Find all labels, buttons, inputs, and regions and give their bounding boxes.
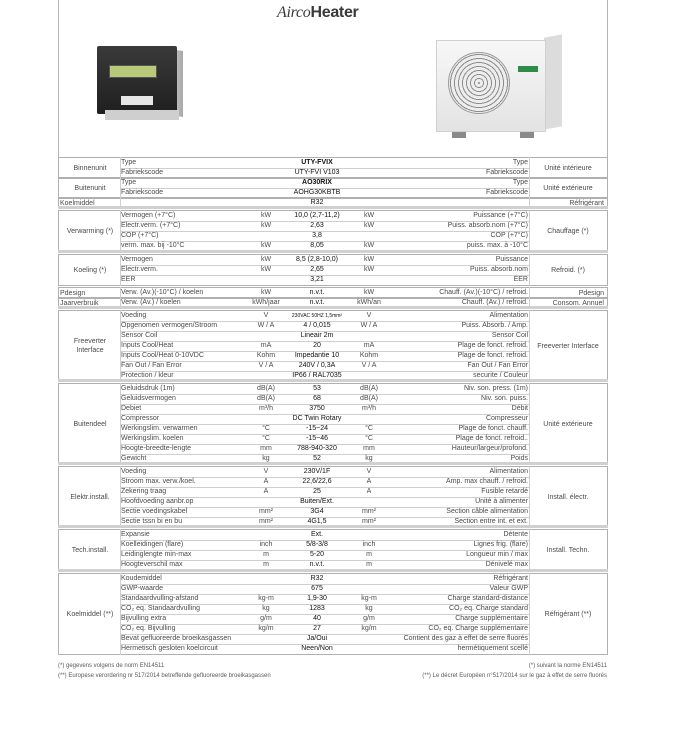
spec-row <box>0 594 675 604</box>
spec-value: 3G4 <box>310 508 324 515</box>
param-label-nl: Expansie <box>121 531 150 538</box>
spec-row <box>0 331 675 341</box>
param-label-fr: Plage de fonct. chauff. <box>458 425 528 432</box>
group-label-fr: Pdesign <box>578 289 604 297</box>
spec-value: n.v.t. <box>309 561 325 568</box>
param-label-nl: Bevat gefluoreerde broeikasgassen <box>121 635 232 642</box>
param-label-nl: Leidinglengte min-max <box>121 551 192 558</box>
unit-nl: kW <box>260 256 272 263</box>
unit-nl: A <box>263 478 269 485</box>
group-label-fr: Réfrigérant (**) <box>544 610 592 618</box>
spec-row <box>0 158 675 168</box>
param-label-nl: Hoogteverschil max <box>121 561 183 568</box>
param-label-nl: Werkingslim. verwarmen <box>121 425 198 432</box>
group-separator <box>58 206 608 209</box>
group-label-fr: Install. électr. <box>547 493 589 501</box>
spec-row <box>0 341 675 351</box>
spec-value: Buiten/Ext. <box>300 498 334 505</box>
unit-nl: kW <box>260 212 272 219</box>
unit-nl: g/m <box>260 615 272 622</box>
unit-nl: V <box>263 468 269 475</box>
spec-value: -15~46 <box>306 435 328 442</box>
param-label-nl: Werkingslim. koelen <box>121 435 184 442</box>
group-label-fr: Unité intérieure <box>544 164 592 172</box>
param-label-nl: Voeding <box>121 312 147 319</box>
group-label-fr: Chauffage (*) <box>547 227 589 235</box>
param-label-fr: Chauff. (Av.)(-10°C) / refroid. <box>439 289 528 296</box>
param-label-fr: Puiss. absorb.nom (+7°C) <box>447 222 528 229</box>
unit-fr: °C <box>365 435 373 442</box>
spec-value: R32 <box>310 575 324 582</box>
param-label-nl: Voeding <box>121 468 147 475</box>
spec-value: 3,8 <box>312 232 322 239</box>
spec-value: n.v.t. <box>309 299 325 306</box>
group-label-fr: Refroid. (*) <box>551 266 585 274</box>
spec-row <box>0 351 675 361</box>
unit-fr: mm² <box>362 518 376 525</box>
unit-fr: A <box>366 478 372 485</box>
unit-fr: °C <box>365 425 373 432</box>
param-label-nl: CO₂ eq. Standaardvulling <box>121 605 200 612</box>
unit-fr: mm² <box>362 508 376 515</box>
param-label-fr: Alimentation <box>489 468 528 475</box>
group-label-nl: Koeling (*) <box>73 266 107 274</box>
unit-fr: kW <box>363 256 375 263</box>
spec-row <box>0 624 675 634</box>
param-label-fr: Poids <box>510 455 528 462</box>
unit-fr: m <box>366 551 372 558</box>
unit-nl: kWh/jaar <box>252 299 280 306</box>
unit-fr: g/m <box>363 615 375 622</box>
unit-nl: m <box>263 561 269 568</box>
param-label-nl: Fabriekscode <box>121 189 164 196</box>
param-label-fr: hermétiquement scellé <box>457 645 528 652</box>
spec-value: 1283 <box>309 605 325 612</box>
unit-nl: A <box>263 488 269 495</box>
param-label-fr: Section câble alimentation <box>446 508 528 515</box>
param-label-fr: Type <box>512 159 528 166</box>
param-label-fr: securite / Couleur <box>473 372 528 379</box>
spec-value: 4 / 0,015 <box>303 322 331 329</box>
unit-fr: kW <box>363 212 375 219</box>
spec-row <box>0 255 675 265</box>
param-label-nl: Inputs Cool/Heat <box>121 342 174 349</box>
unit-nl: inch <box>259 541 273 548</box>
spec-value: 4G1,5 <box>307 518 327 525</box>
spec-row <box>0 384 675 394</box>
unit-fr: m³/h <box>362 405 376 412</box>
param-label-fr: Amp. max chauff. / refroid. <box>446 478 528 485</box>
unit-fr: kW <box>363 242 375 249</box>
param-label-nl: Type <box>121 159 137 166</box>
param-label-fr: CO₂ eq. Charge supplémentaire <box>428 625 528 632</box>
param-label-nl: Koudemiddel <box>121 575 162 582</box>
group-label-fr: Consom. Annuel <box>552 299 604 307</box>
unit-fr: kg-m <box>361 595 377 602</box>
param-label-nl: Vermogen <box>121 256 153 263</box>
spec-value: 25 <box>313 488 321 495</box>
group-label-nl: Freeverter Interface <box>73 338 107 354</box>
group-label-nl: Binnenunit <box>73 164 107 172</box>
param-label-nl: Hoofdvoeding aanbr.op <box>121 498 194 505</box>
param-label-nl: Electr.verm. <box>121 266 158 273</box>
spec-row <box>0 394 675 404</box>
unit-fr: m <box>366 561 372 568</box>
group-separator <box>58 379 608 382</box>
param-label-fr: Charge supplémentaire <box>455 615 528 622</box>
spec-value: 2,63 <box>310 222 324 229</box>
param-label-nl: Hoogte-breedte-lengte <box>121 445 192 452</box>
footnote-nl-1: (*) gegevens volgens de norm EN14511 <box>58 663 165 669</box>
group-label-fr: Unité extérieure <box>543 184 593 192</box>
group-separator <box>58 306 608 309</box>
footnote-fr-2: (**) Le décret Européen n°517/2014 sur le gaz à effet de serre fluorés <box>422 673 607 679</box>
spec-value: 8,05 <box>310 242 324 249</box>
spec-value: 675 <box>311 585 323 592</box>
spec-row <box>0 265 675 275</box>
spec-row <box>0 644 675 654</box>
spec-value: 53 <box>313 385 321 392</box>
spec-row <box>0 434 675 444</box>
param-label-fr: Dénivelé max <box>485 561 528 568</box>
spec-value: Lineair 2m <box>300 332 334 339</box>
unit-nl: dB(A) <box>257 385 275 392</box>
unit-nl: mm² <box>259 518 273 525</box>
spec-row <box>0 604 675 614</box>
spec-row <box>0 507 675 517</box>
param-label-nl: Verw. (Av.) / koelen <box>121 299 181 306</box>
param-label-nl: GWP-waarde <box>121 585 164 592</box>
group-label-fr: Réfrigérant <box>569 199 604 207</box>
spec-row <box>0 574 675 584</box>
spec-row <box>0 404 675 414</box>
spec-row <box>0 497 675 507</box>
unit-nl: kg/m <box>258 625 274 632</box>
spec-value: AOHG30KBTB <box>293 189 341 196</box>
param-label-fr: Hauteur/largeur/profond. <box>451 445 528 452</box>
unit-nl: °C <box>262 435 270 442</box>
param-label-fr: Plage de fonct. refroid. <box>457 342 528 349</box>
unit-fr: mm <box>363 445 375 452</box>
param-label-fr: Contient des gaz à effet de serre fluorés <box>403 635 528 642</box>
param-label-nl: Sectie tssn bi en bu <box>121 518 183 525</box>
param-label-fr: Charge standard-distance <box>447 595 528 602</box>
group-separator <box>58 462 608 465</box>
unit-fr: dB(A) <box>360 385 378 392</box>
unit-nl: m³/h <box>259 405 273 412</box>
param-label-fr: Niv. son. puiss. <box>481 395 528 402</box>
param-label-nl: COP (+7°C) <box>121 232 159 239</box>
spec-value: 68 <box>313 395 321 402</box>
brand-logo: AircoHeater <box>277 4 359 21</box>
spec-value: Ja/Oui <box>306 635 328 642</box>
spec-value: 3750 <box>309 405 325 412</box>
unit-fr: Kohm <box>359 352 379 359</box>
group-label-nl: Elektr.install. <box>70 493 110 501</box>
group-label-nl: Buitenunit <box>74 184 106 192</box>
spec-value: 230V/1F <box>303 468 331 475</box>
spec-value: 10,0 (2,7-11,2) <box>294 212 340 219</box>
spec-value: n.v.t. <box>309 289 325 296</box>
spec-value: 20 <box>313 342 321 349</box>
param-label-fr: Fabriekscode <box>485 189 528 196</box>
param-label-fr: Lignes frig. (flare) <box>473 541 528 548</box>
param-label-nl: Sensor Coil <box>121 332 158 339</box>
spec-row <box>0 424 675 434</box>
param-label-nl: EER <box>121 276 136 283</box>
param-label-nl: Geluidsvermogen <box>121 395 176 402</box>
spec-row <box>0 530 675 540</box>
unit-fr: kWh/an <box>357 299 381 306</box>
param-label-fr: puiss. max. à -10°C <box>466 242 528 249</box>
param-label-nl: Stroom max. verw./koel. <box>121 478 196 485</box>
param-label-nl: Opgenomen vermogen/Stroom <box>121 322 218 329</box>
spec-value: 8,5 (2,8-10,0) <box>295 256 339 263</box>
spec-row <box>0 444 675 454</box>
unit-fr: kW <box>363 289 375 296</box>
spec-row <box>0 477 675 487</box>
indoor-controller-image <box>97 46 177 118</box>
group-label-nl: Buitendeel <box>73 420 107 428</box>
param-label-fr: Puiss. absorb.nom <box>470 266 528 273</box>
param-label-fr: Type <box>512 179 528 186</box>
spec-row <box>0 321 675 331</box>
param-label-fr: Réfrigérant <box>493 575 528 582</box>
param-label-nl: Geluidsdruk (1m) <box>121 385 175 392</box>
unit-fr: A <box>366 488 372 495</box>
spec-row <box>0 467 675 477</box>
param-label-fr: Section entre int. et ext. <box>454 518 528 525</box>
spec-value: Ext. <box>310 531 324 538</box>
param-label-fr: Unité à alimenter <box>475 498 528 505</box>
unit-nl: kg <box>262 605 270 612</box>
spec-value: 240V / 0,3A <box>298 362 336 369</box>
spec-row <box>0 361 675 371</box>
spec-row <box>0 221 675 231</box>
param-label-nl: Vermogen (+7°C) <box>121 212 176 219</box>
unit-fr: kg <box>365 605 373 612</box>
unit-nl: kg-m <box>258 595 274 602</box>
spec-row <box>0 178 675 188</box>
spec-value: 52 <box>313 455 321 462</box>
param-label-nl: Gewicht <box>121 455 147 462</box>
spec-value: 22,6/22,6 <box>302 478 332 485</box>
unit-fr: dB(A) <box>360 395 378 402</box>
param-label-nl: verm. max. bij -10°C <box>121 242 185 249</box>
spec-value: Impedantie 10 <box>294 352 340 359</box>
unit-fr: V / A <box>361 362 377 369</box>
group-label-nl: Tech.install. <box>71 546 109 554</box>
unit-fr: mA <box>363 342 375 349</box>
group-label-nl: Koelmiddel (**) <box>66 610 114 618</box>
param-label-fr: Plage de fonct. refroid.. <box>455 435 528 442</box>
spec-value: DC Twin Rotary <box>292 415 342 422</box>
param-label-fr: Alimentation <box>489 312 528 319</box>
unit-nl: dB(A) <box>257 395 275 402</box>
param-label-fr: Plage de fonct. refroid. <box>457 352 528 359</box>
param-label-fr: Longueur min / max <box>466 551 528 558</box>
param-label-nl: Sectie voedingskabel <box>121 508 188 515</box>
param-label-nl: Zekering traag <box>121 488 167 495</box>
param-label-fr: Débit <box>511 405 528 412</box>
param-label-fr: CO₂ eq. Charge standard <box>449 605 528 612</box>
unit-nl: mA <box>260 342 272 349</box>
param-label-fr: Détente <box>503 531 528 538</box>
group-separator <box>58 250 608 253</box>
unit-nl: V / A <box>258 362 274 369</box>
spec-value: 40 <box>313 615 321 622</box>
spec-value: IP66 / RAL7035 <box>292 372 342 379</box>
param-label-nl: Type <box>121 179 137 186</box>
param-label-nl: Fan Out / Fan Error <box>121 362 182 369</box>
spec-value: 2,65 <box>310 266 324 273</box>
param-label-fr: Niv. son. press. (1m) <box>463 385 528 392</box>
group-label-nl: Pdesign <box>60 289 86 297</box>
param-label-nl: Hermetisch gesloten koelcircuit <box>121 645 218 652</box>
spec-row <box>0 614 675 624</box>
unit-fr: kg/m <box>361 625 377 632</box>
group-label-fr: Install. Techn. <box>546 546 590 554</box>
param-label-fr: Puissance (+7°C) <box>473 212 528 219</box>
param-label-nl: Bijvulling extra <box>121 615 167 622</box>
spec-value: 27 <box>313 625 321 632</box>
spec-value: 788-940-320 <box>297 445 337 452</box>
unit-fr: kg <box>365 455 373 462</box>
spec-value: 3,21 <box>310 276 324 283</box>
spec-row <box>0 634 675 644</box>
param-label-nl: CO₂ eq. Bijvulling <box>121 625 176 632</box>
spec-row <box>0 311 675 321</box>
unit-nl: Kohm <box>256 352 276 359</box>
unit-nl: V <box>263 312 269 319</box>
spec-row <box>0 487 675 497</box>
param-label-fr: Fan Out / Fan Error <box>467 362 528 369</box>
param-label-fr: Chauff. (Av.) / refroid. <box>461 299 528 306</box>
spec-value: UTY-FVI V103 <box>294 169 340 176</box>
footnote-fr-1: (*) suivant la norme EN14511 <box>528 663 607 669</box>
param-label-fr: Fusible retardé <box>481 488 528 495</box>
spec-value: 1,9-30 <box>307 595 327 602</box>
spec-value: -15~24 <box>306 425 328 432</box>
unit-fr: inch <box>362 541 376 548</box>
spec-value: AO30RIX <box>302 179 332 186</box>
spec-row <box>0 211 675 221</box>
unit-nl: kW <box>260 222 272 229</box>
param-label-nl: Protection / kleur <box>121 372 174 379</box>
unit-nl: W / A <box>257 322 275 329</box>
spec-row <box>0 275 675 285</box>
param-label-nl: Debiet <box>121 405 142 412</box>
spec-value: 5/8-3/8 <box>306 541 328 548</box>
param-label-nl: Compressor <box>121 415 160 422</box>
param-label-fr: Compresseur <box>485 415 528 422</box>
outdoor-unit-image <box>436 36 562 136</box>
spec-value: 230VAC 50HZ 1,5mm² <box>291 313 343 319</box>
param-label-nl: Electr.verm. (+7°C) <box>121 222 181 229</box>
spec-row <box>0 584 675 594</box>
unit-nl: kW <box>260 289 272 296</box>
spec-row <box>0 550 675 560</box>
spec-value: R32 <box>310 199 324 206</box>
unit-nl: kg <box>262 455 270 462</box>
group-separator <box>58 525 608 528</box>
unit-nl: kW <box>260 266 272 273</box>
param-label-nl: Standaardvulling-afstand <box>121 595 199 602</box>
unit-nl: m <box>263 551 269 558</box>
param-label-nl: Verw. (Av.)(-10°C) / koelen <box>121 289 204 296</box>
unit-fr: kW <box>363 266 375 273</box>
spec-value: UTY-FVIX <box>301 159 333 166</box>
param-label-fr: Fabriekscode <box>485 169 528 176</box>
spec-row <box>0 540 675 550</box>
group-label-nl: Jaarverbruik <box>60 299 99 307</box>
param-label-fr: Puiss. Absorb. / Amp. <box>461 322 528 329</box>
unit-nl: kW <box>260 242 272 249</box>
unit-fr: W / A <box>360 322 378 329</box>
param-label-nl: Inputs Cool/Heat 0-10VDC <box>121 352 204 359</box>
group-label-nl: Koelmiddel <box>60 199 95 207</box>
unit-nl: mm² <box>259 508 273 515</box>
param-label-fr: Sensor Coil <box>491 332 528 339</box>
spec-value: Neen/Non <box>301 645 333 652</box>
param-label-nl: Koelleidingen (flare) <box>121 541 184 548</box>
spec-value: 5-20 <box>309 551 324 558</box>
unit-fr: V <box>366 312 372 319</box>
unit-fr: V <box>366 468 372 475</box>
param-label-nl: Fabriekscode <box>121 169 164 176</box>
spec-row <box>0 414 675 424</box>
unit-nl: mm <box>260 445 272 452</box>
group-label-fr: Freeverter Interface <box>537 342 599 350</box>
param-label-fr: COP (+7°C) <box>490 232 528 239</box>
param-label-fr: Puissance <box>495 256 528 263</box>
group-separator <box>58 569 608 572</box>
group-label-nl: Verwarming (*) <box>66 227 114 235</box>
unit-fr: kW <box>363 222 375 229</box>
group-label-fr: Unité extérieure <box>543 420 593 428</box>
param-label-fr: EER <box>513 276 528 283</box>
unit-nl: °C <box>262 425 270 432</box>
param-label-fr: Valeur GWP <box>489 585 528 592</box>
footnote-nl-2: (**) Europese verordering nr 517/2014 betreffende gefluoreerde broeikasgassen <box>58 673 271 679</box>
spec-row <box>0 231 675 241</box>
